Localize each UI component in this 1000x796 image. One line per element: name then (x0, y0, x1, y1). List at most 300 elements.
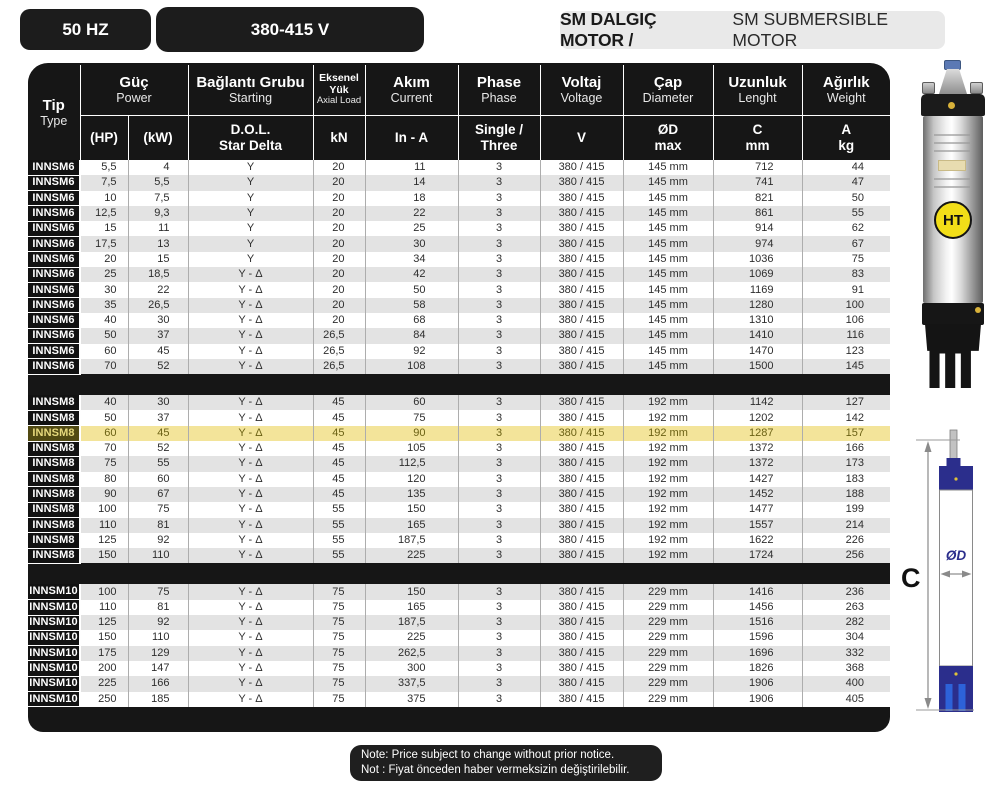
spec-cell: 1069 (713, 267, 802, 282)
spec-cell: 75 (313, 661, 365, 676)
spec-cell: 15 (128, 252, 188, 267)
spec-cell: 3 (458, 502, 540, 517)
spec-cell: 3 (458, 313, 540, 328)
spec-cell: 100 (802, 298, 890, 313)
spec-cell: Y - Δ (188, 615, 313, 630)
spec-cell: 125 (80, 615, 128, 630)
table-row (28, 676, 890, 691)
spec-cell: 70 (80, 441, 128, 456)
type-cell: INNSM8 (28, 502, 80, 517)
spec-cell: 262,5 (365, 646, 458, 661)
spec-cell: 1372 (713, 441, 802, 456)
spec-cell: 35 (80, 298, 128, 313)
spec-cell: 380 / 415 (540, 426, 623, 441)
spec-cell: 380 / 415 (540, 313, 623, 328)
spec-cell: Y - Δ (188, 502, 313, 517)
diagram-shaft (950, 430, 957, 459)
spec-cell: 741 (713, 175, 802, 190)
spec-cell: Y - Δ (188, 472, 313, 487)
motor-top-plug (944, 60, 961, 70)
spec-cell: 15 (80, 221, 128, 236)
type-cell: INNSM6 (28, 344, 80, 359)
spec-cell: 380 / 415 (540, 692, 623, 707)
spec-cell: 165 (365, 518, 458, 533)
spec-cell: 380 / 415 (540, 328, 623, 343)
spec-cell: 60 (80, 426, 128, 441)
spec-cell: 108 (365, 359, 458, 374)
spec-cell: 75 (365, 410, 458, 425)
spec-cell: 145 mm (623, 160, 713, 175)
page-title (560, 11, 945, 49)
spec-cell: 165 (365, 600, 458, 615)
spec-cell: 3 (458, 282, 540, 297)
spec-table-frame (28, 63, 890, 732)
spec-cell: 20 (313, 175, 365, 190)
spec-cell: 37 (128, 328, 188, 343)
motor-bolt-left (922, 82, 935, 94)
table-row (28, 426, 890, 441)
spec-cell: 145 (802, 359, 890, 374)
spec-cell: 250 (80, 692, 128, 707)
spec-cell: 229 mm (623, 646, 713, 661)
spec-cell: 282 (802, 615, 890, 630)
price-note-english: Note: Price subject to change without prior notice. (361, 749, 615, 762)
spec-cell: 145 mm (623, 313, 713, 328)
ht-badge (934, 201, 972, 239)
spec-cell: 1280 (713, 298, 802, 313)
spec-cell: 3 (458, 236, 540, 251)
spec-cell: 380 / 415 (540, 221, 623, 236)
spec-cell: 84 (365, 328, 458, 343)
spec-cell: 55 (802, 206, 890, 221)
spec-cell: 12,5 (80, 206, 128, 221)
spec-cell: 225 (80, 676, 128, 691)
spec-cell: 1906 (713, 676, 802, 691)
table-row (28, 487, 890, 502)
spec-cell: 129 (128, 646, 188, 661)
spec-cell: 150 (80, 630, 128, 645)
spec-cell: 187,5 (365, 533, 458, 548)
spec-cell: 45 (313, 426, 365, 441)
table-row (28, 533, 890, 548)
spec-cell: 150 (80, 548, 128, 563)
spec-cell: 1724 (713, 548, 802, 563)
motor-sticker (938, 160, 966, 171)
type-cell: INNSM10 (28, 661, 80, 676)
spec-cell: 1287 (713, 426, 802, 441)
spec-cell: 34 (365, 252, 458, 267)
spec-cell: Y - Δ (188, 267, 313, 282)
subcol-kn: kN (313, 115, 365, 160)
spec-cell: 20 (313, 206, 365, 221)
spec-cell: 380 / 415 (540, 533, 623, 548)
spec-cell: 3 (458, 630, 540, 645)
spec-cell: 3 (458, 548, 540, 563)
spec-cell: Y - Δ (188, 676, 313, 691)
spec-cell: 91 (802, 282, 890, 297)
spec-cell: 20 (313, 313, 365, 328)
table-row (28, 584, 890, 599)
type-cell: INNSM6 (28, 252, 80, 267)
spec-table-header (28, 65, 890, 160)
spec-cell: 145 mm (623, 221, 713, 236)
spec-cell: 3 (458, 344, 540, 359)
table-row (28, 395, 890, 410)
motor-label-line (934, 134, 970, 136)
spec-cell: 263 (802, 600, 890, 615)
spec-cell: 192 mm (623, 487, 713, 502)
type-cell: INNSM10 (28, 615, 80, 630)
col-starting-tr: Bağlantı Grubu (196, 73, 305, 91)
table-row (28, 502, 890, 517)
spec-cell: 1596 (713, 630, 802, 645)
spec-cell: 380 / 415 (540, 359, 623, 374)
table-row (28, 441, 890, 456)
spec-cell: Y (188, 236, 313, 251)
spec-cell: 125 (80, 533, 128, 548)
col-type-en: Type (40, 113, 68, 128)
spec-cell: 67 (128, 487, 188, 502)
spec-cell: Y - Δ (188, 487, 313, 502)
spec-cell: 50 (80, 328, 128, 343)
spec-cell: 229 mm (623, 661, 713, 676)
spec-cell: Y - Δ (188, 548, 313, 563)
spec-cell: 861 (713, 206, 802, 221)
spec-cell: 75 (802, 252, 890, 267)
spec-cell: 92 (365, 344, 458, 359)
spec-cell: 192 mm (623, 395, 713, 410)
table-row (28, 518, 890, 533)
spec-cell: 75 (128, 502, 188, 517)
spec-cell: 20 (313, 221, 365, 236)
table-row (28, 344, 890, 359)
motor-bottom-cap (922, 303, 984, 325)
spec-cell: 7,5 (128, 191, 188, 206)
table-row (28, 661, 890, 676)
spec-cell: 26,5 (313, 359, 365, 374)
spec-cell: 1416 (713, 584, 802, 599)
spec-cell: 332 (802, 646, 890, 661)
spec-cell: 400 (802, 676, 890, 691)
spec-cell: 3 (458, 175, 540, 190)
spec-cell: 337,5 (365, 676, 458, 691)
spec-cell: 45 (313, 487, 365, 502)
spec-cell: 40 (80, 313, 128, 328)
spec-cell: 150 (365, 584, 458, 599)
spec-cell: 380 / 415 (540, 661, 623, 676)
spec-cell: 30 (80, 282, 128, 297)
spec-cell: 30 (128, 313, 188, 328)
subcol-v: V (540, 115, 623, 160)
type-cell: INNSM6 (28, 313, 80, 328)
table-row (28, 206, 890, 221)
type-cell: INNSM8 (28, 395, 80, 410)
spec-cell: 145 mm (623, 328, 713, 343)
spec-cell: 380 / 415 (540, 191, 623, 206)
spec-cell: 37 (128, 410, 188, 425)
spec-cell: 1906 (713, 692, 802, 707)
spec-cell: 50 (80, 410, 128, 425)
type-cell: INNSM6 (28, 282, 80, 297)
table-row (28, 548, 890, 563)
type-cell: INNSM6 (28, 236, 80, 251)
spec-cell: 821 (713, 191, 802, 206)
spec-cell: 192 mm (623, 518, 713, 533)
spec-cell: 55 (313, 502, 365, 517)
spec-cell: 192 mm (623, 456, 713, 471)
spec-cell: Y - Δ (188, 313, 313, 328)
table-row (28, 221, 890, 236)
spec-cell: 45 (313, 395, 365, 410)
spec-cell: 26,5 (313, 344, 365, 359)
spec-cell: 1452 (713, 487, 802, 502)
col-starting (188, 65, 313, 115)
spec-cell: 199 (802, 502, 890, 517)
spec-cell: 40 (80, 395, 128, 410)
type-cell: INNSM10 (28, 676, 80, 691)
spec-cell: 1372 (713, 456, 802, 471)
spec-cell: 145 mm (623, 252, 713, 267)
spec-cell: 3 (458, 472, 540, 487)
spec-cell: 192 mm (623, 426, 713, 441)
spec-cell: 20 (313, 160, 365, 175)
spec-cell: 1202 (713, 410, 802, 425)
spec-cell: 145 mm (623, 267, 713, 282)
spec-cell: Y - Δ (188, 441, 313, 456)
spec-cell: 92 (128, 615, 188, 630)
spec-cell: 75 (313, 584, 365, 599)
spec-cell: 55 (313, 533, 365, 548)
spec-cell: 3 (458, 441, 540, 456)
spec-cell: 173 (802, 456, 890, 471)
spec-cell: 5,5 (80, 160, 128, 175)
spec-cell: 380 / 415 (540, 487, 623, 502)
spec-cell: 380 / 415 (540, 676, 623, 691)
type-cell: INNSM10 (28, 646, 80, 661)
spec-cell: 45 (128, 344, 188, 359)
spec-cell: 147 (128, 661, 188, 676)
spec-cell: 405 (802, 692, 890, 707)
spec-cell: 10 (80, 191, 128, 206)
spec-cell: 229 mm (623, 692, 713, 707)
spec-cell: 18,5 (128, 267, 188, 282)
subcol-a-kg: A kg (802, 115, 890, 160)
spec-cell: Y - Δ (188, 518, 313, 533)
spec-cell: 229 mm (623, 630, 713, 645)
table-row (28, 410, 890, 425)
spec-cell: Y - Δ (188, 328, 313, 343)
spec-cell: 3 (458, 661, 540, 676)
subcol-single-three: Single / Three (458, 115, 540, 160)
spec-cell: 106 (802, 313, 890, 328)
spec-cell: 110 (80, 600, 128, 615)
col-diameter: Çap Diameter (623, 65, 713, 115)
spec-cell: 81 (128, 600, 188, 615)
subcol-od-max: ØD max (623, 115, 713, 160)
spec-cell: 81 (128, 518, 188, 533)
spec-cell: Y (188, 252, 313, 267)
c-dimension-label: C (901, 563, 921, 593)
spec-cell: Y - Δ (188, 410, 313, 425)
spec-cell: 712 (713, 160, 802, 175)
spec-cell: 18 (365, 191, 458, 206)
spec-cell: 50 (365, 282, 458, 297)
spec-cell: 20 (313, 191, 365, 206)
spec-cell: Y (188, 160, 313, 175)
spec-cell: Y - Δ (188, 661, 313, 676)
type-cell: INNSM8 (28, 518, 80, 533)
spec-cell: 3 (458, 426, 540, 441)
spec-cell: 256 (802, 548, 890, 563)
spec-cell: 380 / 415 (540, 441, 623, 456)
table-row (28, 692, 890, 707)
price-note-turkish: Not : Fiyat önceden haber vermeksizin değiştirilebilir. (361, 764, 630, 776)
spec-cell: 145 mm (623, 206, 713, 221)
subcol-dol: D.O.L. Star Delta (188, 115, 313, 160)
table-row (28, 600, 890, 615)
group-spacer (28, 563, 890, 584)
spec-cell: 123 (802, 344, 890, 359)
spec-cell: 45 (313, 441, 365, 456)
spec-cell: 90 (365, 426, 458, 441)
frequency-badge: 50 HZ (20, 9, 151, 50)
spec-cell: 375 (365, 692, 458, 707)
type-cell: INNSM8 (28, 487, 80, 502)
table-row (28, 236, 890, 251)
spec-cell: 187,5 (365, 615, 458, 630)
spec-cell: 1470 (713, 344, 802, 359)
col-power-tr: Güç (119, 73, 149, 91)
spec-cell: 75 (313, 646, 365, 661)
spec-cell: 50 (802, 191, 890, 206)
spec-cell: 60 (365, 395, 458, 410)
type-cell: INNSM8 (28, 472, 80, 487)
spec-cell: 214 (802, 518, 890, 533)
spec-cell: 145 mm (623, 344, 713, 359)
spec-cell: 45 (313, 410, 365, 425)
spec-cell: 11 (128, 221, 188, 236)
type-cell: INNSM10 (28, 692, 80, 707)
spec-cell: 52 (128, 359, 188, 374)
spec-cell: 3 (458, 646, 540, 661)
spec-cell: 192 mm (623, 533, 713, 548)
spec-cell: 192 mm (623, 472, 713, 487)
spec-cell: 75 (313, 692, 365, 707)
spec-cell: 17,5 (80, 236, 128, 251)
spec-cell: 1477 (713, 502, 802, 517)
spec-cell: 380 / 415 (540, 630, 623, 645)
spec-cell: 380 / 415 (540, 410, 623, 425)
spec-cell: 3 (458, 160, 540, 175)
spec-cell: 3 (458, 395, 540, 410)
table-row (28, 313, 890, 328)
type-cell: INNSM6 (28, 267, 80, 282)
spec-cell: 25 (80, 267, 128, 282)
motor-label-line (934, 150, 970, 152)
spec-cell: 52 (128, 441, 188, 456)
spec-cell: 20 (313, 298, 365, 313)
spec-cell: 380 / 415 (540, 472, 623, 487)
spec-cell: 1410 (713, 328, 802, 343)
spec-cell: 229 mm (623, 584, 713, 599)
type-cell: INNSM6 (28, 175, 80, 190)
spec-cell: 120 (365, 472, 458, 487)
spec-cell: Y - Δ (188, 359, 313, 374)
spec-cell: 100 (80, 502, 128, 517)
spec-cell: 380 / 415 (540, 646, 623, 661)
od-dimension-label: ØD (945, 548, 967, 563)
table-row (28, 191, 890, 206)
spec-cell: 80 (80, 472, 128, 487)
table-row (28, 252, 890, 267)
spec-cell: 3 (458, 410, 540, 425)
table-row (28, 472, 890, 487)
type-cell: INNSM6 (28, 328, 80, 343)
col-type-tr: Tip (42, 96, 65, 114)
spec-cell: 1142 (713, 395, 802, 410)
spec-cell: 75 (313, 676, 365, 691)
col-phase: Phase Phase (458, 65, 540, 115)
spec-cell: 116 (802, 328, 890, 343)
spec-cell: 1427 (713, 472, 802, 487)
spec-cell: 110 (128, 548, 188, 563)
spec-cell: 380 / 415 (540, 456, 623, 471)
spec-cell: 380 / 415 (540, 344, 623, 359)
spec-cell: 229 mm (623, 676, 713, 691)
motor-photo (918, 60, 990, 392)
type-cell: INNSM8 (28, 426, 80, 441)
spec-cell: 42 (365, 267, 458, 282)
spec-cell: 110 (80, 518, 128, 533)
spec-cell: 22 (128, 282, 188, 297)
spec-cell: 974 (713, 236, 802, 251)
type-cell: INNSM8 (28, 533, 80, 548)
spec-cell: 1826 (713, 661, 802, 676)
spec-cell: 5,5 (128, 175, 188, 190)
spec-cell: 145 mm (623, 282, 713, 297)
spec-cell: 188 (802, 487, 890, 502)
spec-cell: 11 (365, 160, 458, 175)
spec-cell: 185 (128, 692, 188, 707)
spec-cell: 145 mm (623, 359, 713, 374)
spec-cell: 30 (365, 236, 458, 251)
motor-shaft-coupling (939, 69, 967, 94)
spec-cell: Y - Δ (188, 692, 313, 707)
spec-cell: 4 (128, 160, 188, 175)
motor-label-line (934, 178, 970, 180)
spec-cell: 3 (458, 456, 540, 471)
type-cell: INNSM6 (28, 221, 80, 236)
motor-bolt-right (970, 82, 983, 94)
voltage-badge: 380-415 V (156, 7, 424, 52)
spec-cell: 368 (802, 661, 890, 676)
spec-cell: 145 mm (623, 175, 713, 190)
col-power (80, 65, 188, 115)
spec-cell: 55 (313, 518, 365, 533)
type-cell: INNSM8 (28, 410, 80, 425)
spec-cell: Y - Δ (188, 630, 313, 645)
spec-cell: 7,5 (80, 175, 128, 190)
spec-cell: 75 (313, 600, 365, 615)
spec-cell: 13 (128, 236, 188, 251)
spec-cell: 75 (128, 584, 188, 599)
spec-cell: 1696 (713, 646, 802, 661)
spec-cell: 380 / 415 (540, 175, 623, 190)
spec-cell: 105 (365, 441, 458, 456)
spec-cell: 183 (802, 472, 890, 487)
spec-cell: 9,3 (128, 206, 188, 221)
spec-cell: 1557 (713, 518, 802, 533)
